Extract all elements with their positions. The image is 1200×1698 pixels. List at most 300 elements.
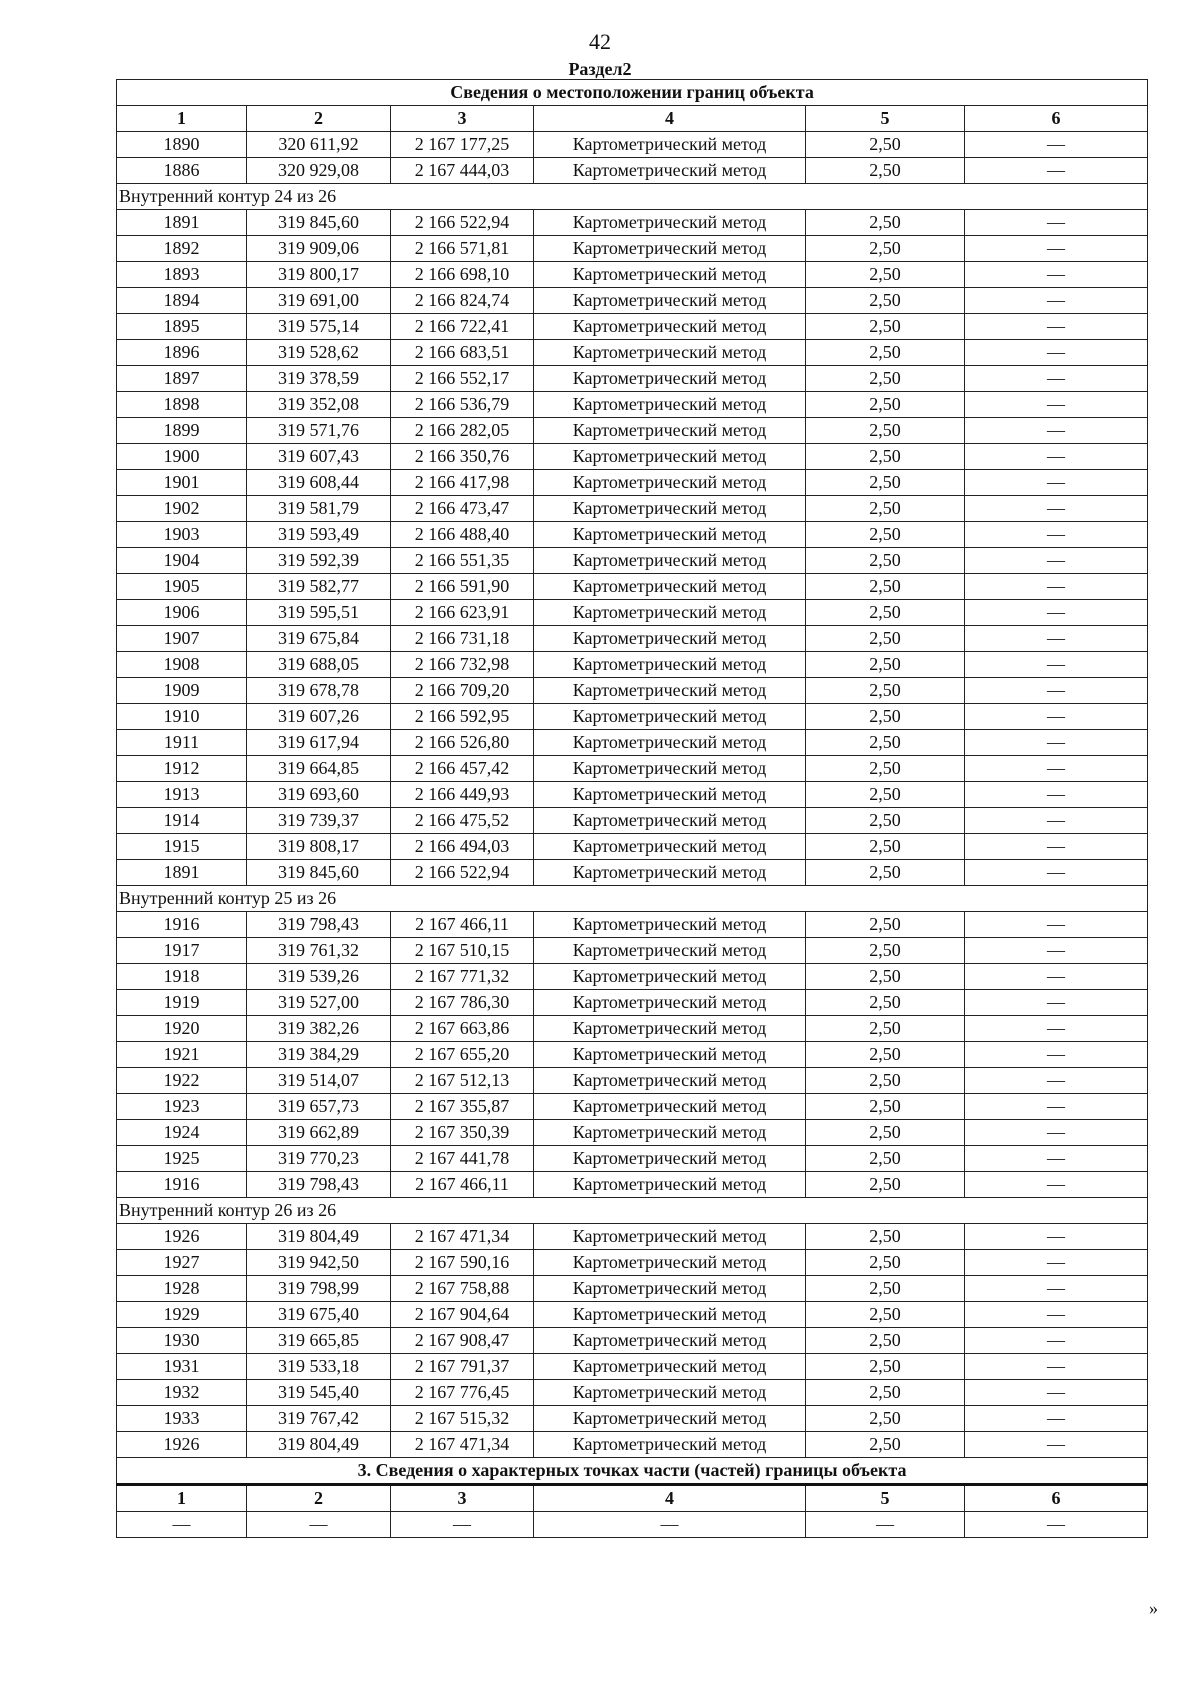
- section-label: Раздел2: [568, 59, 632, 79]
- note-cell: —: [965, 730, 1148, 756]
- x-coordinate-cell: 319 739,37: [247, 808, 391, 834]
- method-cell: Картометрический метод: [534, 314, 806, 340]
- note-cell: —: [965, 1016, 1148, 1042]
- method-cell: Картометрический метод: [534, 262, 806, 288]
- y-coordinate-cell: 2 166 552,17: [391, 366, 534, 392]
- section3-title: 3. Сведения о характерных точках части (частей) границы объекта: [117, 1458, 1148, 1485]
- y-coordinate-cell: 2 166 732,98: [391, 652, 534, 678]
- accuracy-cell: 2,50: [806, 808, 965, 834]
- table-row: [117, 548, 1148, 574]
- point-number-cell: 1898: [117, 392, 247, 418]
- y-coordinate-cell: 2 166 449,93: [391, 782, 534, 808]
- table-row: [117, 522, 1148, 548]
- note-cell: —: [965, 1042, 1148, 1068]
- point-number-cell: —: [117, 1512, 247, 1538]
- accuracy-cell: 2,50: [806, 860, 965, 886]
- table-row: [117, 600, 1148, 626]
- method-cell: Картометрический метод: [534, 392, 806, 418]
- note-cell: —: [965, 834, 1148, 860]
- point-number-cell: 1902: [117, 496, 247, 522]
- note-cell: —: [965, 678, 1148, 704]
- point-number-cell: 1928: [117, 1276, 247, 1302]
- column-header: 4: [534, 1485, 806, 1512]
- method-cell: Картометрический метод: [534, 132, 806, 158]
- method-cell: Картометрический метод: [534, 1406, 806, 1432]
- accuracy-cell: 2,50: [806, 1016, 965, 1042]
- table-row: [117, 496, 1148, 522]
- table-row: [117, 938, 1148, 964]
- y-coordinate-cell: 2 166 350,76: [391, 444, 534, 470]
- accuracy-cell: 2,50: [806, 158, 965, 184]
- point-number-cell: 1915: [117, 834, 247, 860]
- method-cell: Картометрический метод: [534, 860, 806, 886]
- y-coordinate-cell: 2 166 698,10: [391, 262, 534, 288]
- accuracy-cell: 2,50: [806, 1302, 965, 1328]
- y-coordinate-cell: 2 167 771,32: [391, 964, 534, 990]
- note-cell: —: [965, 1380, 1148, 1406]
- accuracy-cell: 2,50: [806, 626, 965, 652]
- method-cell: Картометрический метод: [534, 1328, 806, 1354]
- method-cell: Картометрический метод: [534, 1042, 806, 1068]
- x-coordinate-cell: 319 761,32: [247, 938, 391, 964]
- method-cell: Картометрический метод: [534, 1120, 806, 1146]
- point-number-cell: 1897: [117, 366, 247, 392]
- note-cell: —: [965, 340, 1148, 366]
- table-row: [117, 808, 1148, 834]
- accuracy-cell: 2,50: [806, 1432, 965, 1458]
- y-coordinate-cell: 2 167 904,64: [391, 1302, 534, 1328]
- table-row: [117, 756, 1148, 782]
- point-number-cell: 1926: [117, 1224, 247, 1250]
- x-coordinate-cell: 319 678,78: [247, 678, 391, 704]
- method-cell: Картометрический метод: [534, 470, 806, 496]
- x-coordinate-cell: 319 571,76: [247, 418, 391, 444]
- method-cell: Картометрический метод: [534, 834, 806, 860]
- x-coordinate-cell: 320 611,92: [247, 132, 391, 158]
- accuracy-cell: 2,50: [806, 1250, 965, 1276]
- method-cell: Картометрический метод: [534, 522, 806, 548]
- note-cell: —: [965, 808, 1148, 834]
- table-row: [117, 1380, 1148, 1406]
- table-row: [117, 132, 1148, 158]
- table-row: [117, 626, 1148, 652]
- column-header: 1: [117, 106, 247, 132]
- table-title-row: [117, 80, 1148, 106]
- x-coordinate-cell: 319 845,60: [247, 860, 391, 886]
- x-coordinate-cell: 319 800,17: [247, 262, 391, 288]
- accuracy-cell: 2,50: [806, 1068, 965, 1094]
- note-cell: —: [965, 314, 1148, 340]
- note-cell: —: [965, 522, 1148, 548]
- point-number-cell: 1911: [117, 730, 247, 756]
- table-row: [117, 860, 1148, 886]
- table-row: [117, 912, 1148, 938]
- point-number-cell: 1917: [117, 938, 247, 964]
- note-cell: —: [965, 444, 1148, 470]
- point-number-cell: 1932: [117, 1380, 247, 1406]
- note-cell: —: [965, 782, 1148, 808]
- method-cell: Картометрический метод: [534, 782, 806, 808]
- method-cell: Картометрический метод: [534, 704, 806, 730]
- table-row: [117, 158, 1148, 184]
- point-number-cell: 1930: [117, 1328, 247, 1354]
- method-cell: Картометрический метод: [534, 158, 806, 184]
- y-coordinate-cell: 2 167 515,32: [391, 1406, 534, 1432]
- point-number-cell: 1893: [117, 262, 247, 288]
- method-cell: Картометрический метод: [534, 210, 806, 236]
- column-header: 2: [247, 1485, 391, 1512]
- method-cell: Картометрический метод: [534, 236, 806, 262]
- table-row: [117, 652, 1148, 678]
- y-coordinate-cell: 2 167 355,87: [391, 1094, 534, 1120]
- table-row: [117, 1224, 1148, 1250]
- x-coordinate-cell: 319 693,60: [247, 782, 391, 808]
- method-cell: Картометрический метод: [534, 1432, 806, 1458]
- point-number-cell: 1916: [117, 1172, 247, 1198]
- point-number-cell: 1929: [117, 1302, 247, 1328]
- table-row: [117, 418, 1148, 444]
- y-coordinate-cell: 2 166 473,47: [391, 496, 534, 522]
- x-coordinate-cell: 319 575,14: [247, 314, 391, 340]
- column-header: 5: [806, 1485, 965, 1512]
- note-cell: —: [965, 496, 1148, 522]
- accuracy-cell: 2,50: [806, 392, 965, 418]
- column-header: 2: [247, 106, 391, 132]
- column-header: 6: [965, 1485, 1148, 1512]
- x-coordinate-cell: 319 352,08: [247, 392, 391, 418]
- point-number-cell: 1891: [117, 210, 247, 236]
- x-coordinate-cell: 319 664,85: [247, 756, 391, 782]
- table-row: [117, 366, 1148, 392]
- x-coordinate-cell: 319 607,43: [247, 444, 391, 470]
- method-cell: Картометрический метод: [534, 1276, 806, 1302]
- y-coordinate-cell: 2 167 471,34: [391, 1432, 534, 1458]
- accuracy-cell: 2,50: [806, 652, 965, 678]
- accuracy-cell: 2,50: [806, 678, 965, 704]
- table-row: [117, 1068, 1148, 1094]
- method-cell: Картометрический метод: [534, 808, 806, 834]
- accuracy-cell: 2,50: [806, 964, 965, 990]
- table-row: [117, 1512, 1148, 1538]
- note-cell: —: [965, 652, 1148, 678]
- note-cell: —: [965, 392, 1148, 418]
- point-number-cell: 1895: [117, 314, 247, 340]
- y-coordinate-cell: 2 167 444,03: [391, 158, 534, 184]
- column-header: 5: [806, 106, 965, 132]
- y-coordinate-cell: 2 166 522,94: [391, 210, 534, 236]
- x-coordinate-cell: 319 798,43: [247, 912, 391, 938]
- point-number-cell: 1894: [117, 288, 247, 314]
- x-coordinate-cell: 319 595,51: [247, 600, 391, 626]
- method-cell: Картометрический метод: [534, 1250, 806, 1276]
- x-coordinate-cell: 319 808,17: [247, 834, 391, 860]
- table-row: [117, 678, 1148, 704]
- x-coordinate-cell: 320 929,08: [247, 158, 391, 184]
- table-row: [117, 392, 1148, 418]
- contour-label-row: [117, 886, 1148, 912]
- table-title: Сведения о местоположении границ объекта: [117, 80, 1148, 106]
- point-number-cell: 1910: [117, 704, 247, 730]
- y-coordinate-cell: 2 166 536,79: [391, 392, 534, 418]
- point-number-cell: 1914: [117, 808, 247, 834]
- table-row: [117, 574, 1148, 600]
- point-number-cell: 1919: [117, 990, 247, 1016]
- y-coordinate-cell: 2 166 592,95: [391, 704, 534, 730]
- accuracy-cell: 2,50: [806, 314, 965, 340]
- point-number-cell: 1931: [117, 1354, 247, 1380]
- point-number-cell: 1923: [117, 1094, 247, 1120]
- note-cell: —: [965, 626, 1148, 652]
- y-coordinate-cell: 2 167 776,45: [391, 1380, 534, 1406]
- table-row: [117, 990, 1148, 1016]
- x-coordinate-cell: 319 581,79: [247, 496, 391, 522]
- accuracy-cell: 2,50: [806, 1172, 965, 1198]
- table-row: [117, 1146, 1148, 1172]
- accuracy-cell: 2,50: [806, 548, 965, 574]
- table-row: [117, 1120, 1148, 1146]
- y-coordinate-cell: 2 166 417,98: [391, 470, 534, 496]
- accuracy-cell: 2,50: [806, 444, 965, 470]
- method-cell: Картометрический метод: [534, 1380, 806, 1406]
- note-cell: —: [965, 132, 1148, 158]
- x-coordinate-cell: 319 798,43: [247, 1172, 391, 1198]
- note-cell: —: [965, 158, 1148, 184]
- accuracy-cell: 2,50: [806, 210, 965, 236]
- note-cell: —: [965, 1172, 1148, 1198]
- point-number-cell: 1896: [117, 340, 247, 366]
- table-row: [117, 444, 1148, 470]
- page-number: 42: [589, 29, 611, 54]
- table-row: [117, 288, 1148, 314]
- x-coordinate-cell: 319 533,18: [247, 1354, 391, 1380]
- note-cell: —: [965, 1224, 1148, 1250]
- note-cell: —: [965, 1328, 1148, 1354]
- y-coordinate-cell: 2 167 908,47: [391, 1328, 534, 1354]
- y-coordinate-cell: 2 166 623,91: [391, 600, 534, 626]
- y-coordinate-cell: 2 166 526,80: [391, 730, 534, 756]
- method-cell: Картометрический метод: [534, 678, 806, 704]
- table-row: [117, 1042, 1148, 1068]
- note-cell: —: [965, 210, 1148, 236]
- contour-label-row: [117, 184, 1148, 210]
- x-coordinate-cell: 319 539,26: [247, 964, 391, 990]
- point-number-cell: 1927: [117, 1250, 247, 1276]
- contour-label-row: [117, 1198, 1148, 1224]
- table-row: [117, 1094, 1148, 1120]
- y-coordinate-cell: 2 166 824,74: [391, 288, 534, 314]
- x-coordinate-cell: 319 608,44: [247, 470, 391, 496]
- point-number-cell: 1925: [117, 1146, 247, 1172]
- method-cell: Картометрический метод: [534, 912, 806, 938]
- point-number-cell: 1907: [117, 626, 247, 652]
- x-coordinate-cell: 319 384,29: [247, 1042, 391, 1068]
- section3-header-row: [117, 1485, 1148, 1512]
- y-coordinate-cell: 2 167 512,13: [391, 1068, 534, 1094]
- note-cell: —: [965, 548, 1148, 574]
- point-number-cell: 1913: [117, 782, 247, 808]
- y-coordinate-cell: 2 166 494,03: [391, 834, 534, 860]
- y-coordinate-cell: 2 167 786,30: [391, 990, 534, 1016]
- accuracy-cell: 2,50: [806, 990, 965, 1016]
- table-row: [117, 314, 1148, 340]
- method-cell: Картометрический метод: [534, 496, 806, 522]
- method-cell: Картометрический метод: [534, 938, 806, 964]
- note-cell: —: [965, 1354, 1148, 1380]
- x-coordinate-cell: —: [247, 1512, 391, 1538]
- method-cell: Картометрический метод: [534, 1068, 806, 1094]
- x-coordinate-cell: 319 845,60: [247, 210, 391, 236]
- note-cell: —: [965, 1146, 1148, 1172]
- x-coordinate-cell: 319 675,40: [247, 1302, 391, 1328]
- y-coordinate-cell: 2 167 466,11: [391, 1172, 534, 1198]
- method-cell: Картометрический метод: [534, 288, 806, 314]
- accuracy-cell: 2,50: [806, 1224, 965, 1250]
- y-coordinate-cell: 2 167 510,15: [391, 938, 534, 964]
- contour-label: Внутренний контур 24 из 26: [117, 184, 1148, 210]
- accuracy-cell: 2,50: [806, 1146, 965, 1172]
- accuracy-cell: 2,50: [806, 1120, 965, 1146]
- closing-quote-mark: »: [1149, 1598, 1158, 1618]
- note-cell: —: [965, 938, 1148, 964]
- x-coordinate-cell: 319 770,23: [247, 1146, 391, 1172]
- y-coordinate-cell: 2 166 709,20: [391, 678, 534, 704]
- point-number-cell: 1921: [117, 1042, 247, 1068]
- table-row: [117, 210, 1148, 236]
- accuracy-cell: 2,50: [806, 782, 965, 808]
- point-number-cell: 1891: [117, 860, 247, 886]
- method-cell: Картометрический метод: [534, 548, 806, 574]
- x-coordinate-cell: 319 691,00: [247, 288, 391, 314]
- x-coordinate-cell: 319 909,06: [247, 236, 391, 262]
- x-coordinate-cell: 319 767,42: [247, 1406, 391, 1432]
- x-coordinate-cell: 319 382,26: [247, 1016, 391, 1042]
- table-row: [117, 236, 1148, 262]
- accuracy-cell: 2,50: [806, 496, 965, 522]
- x-coordinate-cell: 319 798,99: [247, 1276, 391, 1302]
- y-coordinate-cell: 2 166 722,41: [391, 314, 534, 340]
- point-number-cell: 1903: [117, 522, 247, 548]
- y-coordinate-cell: 2 167 758,88: [391, 1276, 534, 1302]
- accuracy-cell: 2,50: [806, 1328, 965, 1354]
- note-cell: —: [965, 418, 1148, 444]
- note-cell: —: [965, 1068, 1148, 1094]
- point-number-cell: 1924: [117, 1120, 247, 1146]
- x-coordinate-cell: 319 582,77: [247, 574, 391, 600]
- table-row: [117, 1432, 1148, 1458]
- accuracy-cell: 2,50: [806, 1406, 965, 1432]
- note-cell: —: [965, 262, 1148, 288]
- note-cell: —: [965, 470, 1148, 496]
- accuracy-cell: 2,50: [806, 1354, 965, 1380]
- accuracy-cell: 2,50: [806, 288, 965, 314]
- accuracy-cell: 2,50: [806, 470, 965, 496]
- y-coordinate-cell: 2 167 590,16: [391, 1250, 534, 1276]
- y-coordinate-cell: 2 166 488,40: [391, 522, 534, 548]
- note-cell: —: [965, 236, 1148, 262]
- y-coordinate-cell: 2 167 350,39: [391, 1120, 534, 1146]
- accuracy-cell: 2,50: [806, 522, 965, 548]
- table-row: [117, 730, 1148, 756]
- note-cell: —: [965, 600, 1148, 626]
- point-number-cell: 1912: [117, 756, 247, 782]
- y-coordinate-cell: 2 167 471,34: [391, 1224, 534, 1250]
- point-number-cell: 1892: [117, 236, 247, 262]
- header-row: [117, 106, 1148, 132]
- point-number-cell: 1918: [117, 964, 247, 990]
- x-coordinate-cell: 319 545,40: [247, 1380, 391, 1406]
- accuracy-cell: 2,50: [806, 1042, 965, 1068]
- method-cell: Картометрический метод: [534, 1016, 806, 1042]
- point-number-cell: 1901: [117, 470, 247, 496]
- accuracy-cell: 2,50: [806, 756, 965, 782]
- point-number-cell: 1886: [117, 158, 247, 184]
- column-header: 1: [117, 1485, 247, 1512]
- column-header: 6: [965, 106, 1148, 132]
- table-row: [117, 1328, 1148, 1354]
- table-row: [117, 262, 1148, 288]
- note-cell: —: [965, 1120, 1148, 1146]
- column-header: 4: [534, 106, 806, 132]
- accuracy-cell: 2,50: [806, 600, 965, 626]
- point-number-cell: 1900: [117, 444, 247, 470]
- accuracy-cell: 2,50: [806, 340, 965, 366]
- y-coordinate-cell: —: [391, 1512, 534, 1538]
- accuracy-cell: 2,50: [806, 704, 965, 730]
- accuracy-cell: 2,50: [806, 366, 965, 392]
- y-coordinate-cell: 2 166 475,52: [391, 808, 534, 834]
- table-row: [117, 1172, 1148, 1198]
- accuracy-cell: 2,50: [806, 1380, 965, 1406]
- x-coordinate-cell: 319 593,49: [247, 522, 391, 548]
- accuracy-cell: 2,50: [806, 730, 965, 756]
- contour-label: Внутренний контур 25 из 26: [117, 886, 1148, 912]
- y-coordinate-cell: 2 166 591,90: [391, 574, 534, 600]
- point-number-cell: 1933: [117, 1406, 247, 1432]
- section3-title-row: [117, 1458, 1148, 1485]
- point-number-cell: 1926: [117, 1432, 247, 1458]
- x-coordinate-cell: 319 804,49: [247, 1432, 391, 1458]
- y-coordinate-cell: 2 167 441,78: [391, 1146, 534, 1172]
- point-number-cell: 1922: [117, 1068, 247, 1094]
- accuracy-cell: 2,50: [806, 912, 965, 938]
- method-cell: Картометрический метод: [534, 366, 806, 392]
- method-cell: Картометрический метод: [534, 756, 806, 782]
- boundary-coordinates-table: [116, 79, 1148, 1538]
- table-row: [117, 782, 1148, 808]
- y-coordinate-cell: 2 167 177,25: [391, 132, 534, 158]
- note-cell: —: [965, 288, 1148, 314]
- y-coordinate-cell: 2 167 466,11: [391, 912, 534, 938]
- accuracy-cell: 2,50: [806, 834, 965, 860]
- y-coordinate-cell: 2 167 663,86: [391, 1016, 534, 1042]
- table-row: [117, 1276, 1148, 1302]
- note-cell: —: [965, 912, 1148, 938]
- method-cell: Картометрический метод: [534, 1302, 806, 1328]
- x-coordinate-cell: 319 665,85: [247, 1328, 391, 1354]
- method-cell: Картометрический метод: [534, 600, 806, 626]
- y-coordinate-cell: 2 166 683,51: [391, 340, 534, 366]
- x-coordinate-cell: 319 804,49: [247, 1224, 391, 1250]
- accuracy-cell: 2,50: [806, 574, 965, 600]
- table-row: [117, 470, 1148, 496]
- method-cell: Картометрический метод: [534, 1146, 806, 1172]
- x-coordinate-cell: 319 514,07: [247, 1068, 391, 1094]
- point-number-cell: 1908: [117, 652, 247, 678]
- x-coordinate-cell: 319 942,50: [247, 1250, 391, 1276]
- method-cell: Картометрический метод: [534, 964, 806, 990]
- point-number-cell: 1904: [117, 548, 247, 574]
- table-row: [117, 1016, 1148, 1042]
